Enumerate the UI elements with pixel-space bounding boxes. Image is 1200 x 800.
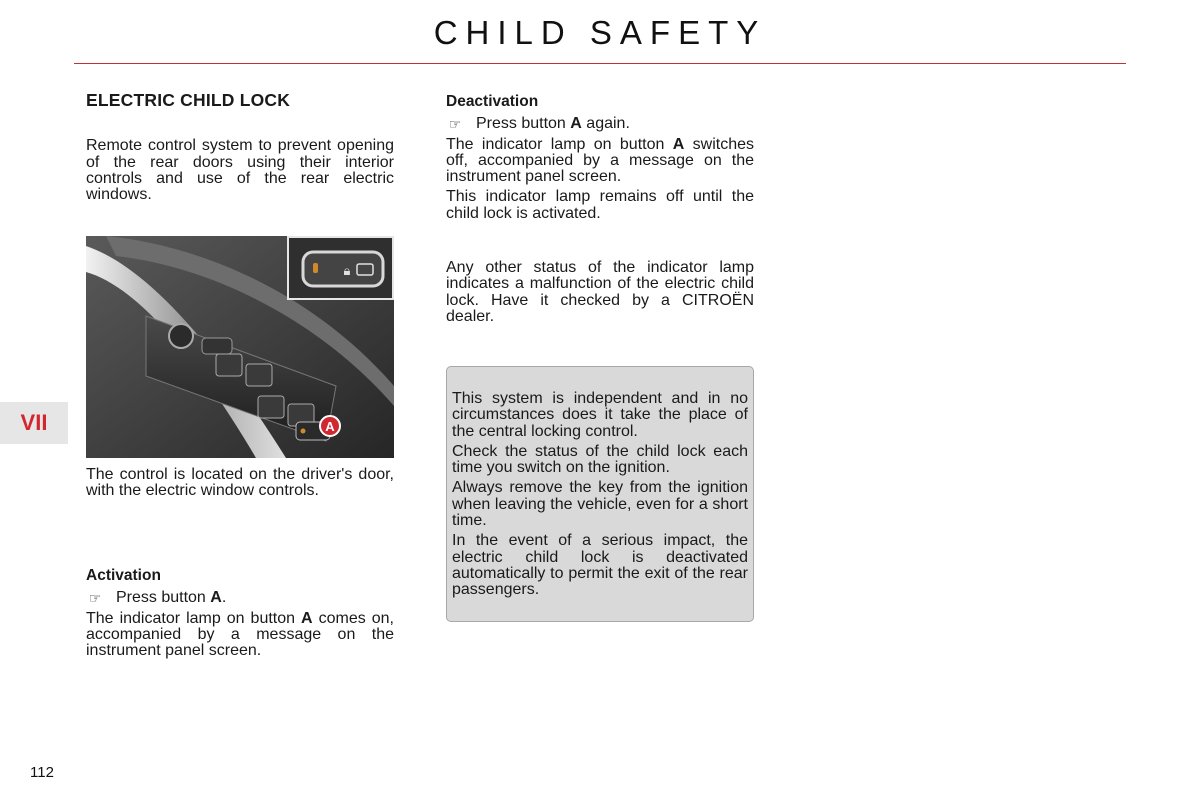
deactivation-note: This indicator lamp remains off until the child lock is activated. xyxy=(446,188,754,222)
deactivation-heading: Deactivation xyxy=(446,93,539,110)
child-lock-button-closeup xyxy=(289,238,392,298)
deactivation-step-text: Press button A again. xyxy=(476,115,630,133)
deactivation-description: The indicator lamp on button A switches off, accompanied by a message on the instrument panel screen. xyxy=(446,135,755,186)
activation-heading: Activation xyxy=(86,567,161,584)
note-paragraph-3: Always remove the key from the ignition when leaving the vehicle, even for a short time. xyxy=(452,479,748,530)
page-number: 112 xyxy=(30,764,54,781)
pointing-hand-icon: ☞ xyxy=(88,590,102,607)
activation-step xyxy=(86,590,394,606)
activation-step-text: Press button A. xyxy=(116,589,227,607)
warning-note-box xyxy=(446,366,754,622)
deactivation-step xyxy=(446,116,754,132)
chapter-tab: VII xyxy=(0,402,68,444)
figure-caption: The control is located on the driver's door, with the electric window controls. xyxy=(86,466,394,500)
child-lock-symbol-icon: 🔒︎ xyxy=(343,264,351,279)
child-lock-button-inset xyxy=(287,236,394,300)
middle-column xyxy=(446,90,754,329)
intro-paragraph: Remote control system to prevent opening of the rear doors using their interior controls and use of the rear electric windows. xyxy=(86,137,394,204)
activation-section xyxy=(86,568,394,663)
note-paragraph-2: Check the status of the child lock each time you switch on the ignition. xyxy=(452,442,748,477)
indicator-lamp-icon xyxy=(313,263,318,273)
activation-description: The indicator lamp on button A comes on, accompanied by a message on the instrument panel screen. xyxy=(86,609,394,660)
page-title: CHILD SAFETY xyxy=(433,14,767,51)
note-paragraph-4: In the event of a serious impact, the electric child lock is deactivated automatically to permit the exit of the rear passengers. xyxy=(452,532,748,599)
figure-caption-block xyxy=(86,467,394,504)
pointing-hand-icon: ☞ xyxy=(448,116,462,133)
malfunction-paragraph: Any other status of the indicator lamp indicates a malfunction of the electric child lock. Have it checked by a CITROËN dealer. xyxy=(446,259,754,325)
section-heading: ELECTRIC CHILD LOCK xyxy=(86,90,291,110)
title-divider xyxy=(74,63,1126,64)
callout-a-label: A xyxy=(325,419,335,434)
left-column xyxy=(86,90,394,207)
note-paragraph-1: This system is independent and in no circumstances does it take the place of the central locking control. xyxy=(452,390,748,440)
